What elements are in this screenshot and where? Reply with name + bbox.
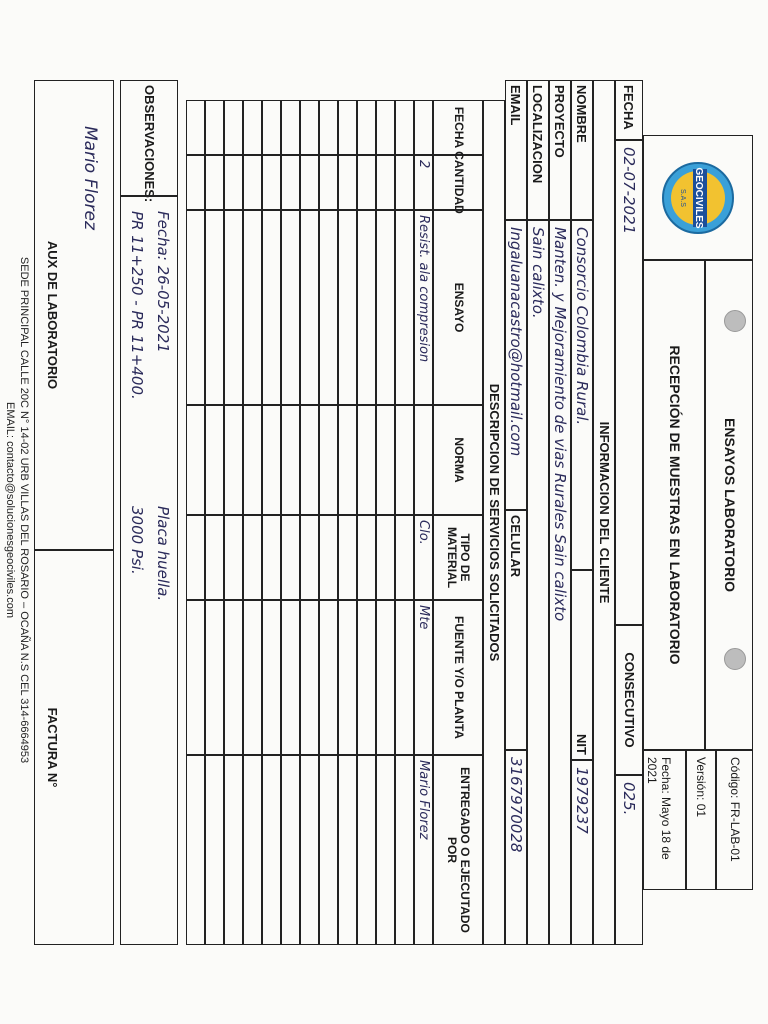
services-table-cell (300, 600, 319, 755)
services-table-cell (319, 515, 338, 600)
services-table-cell (357, 515, 376, 600)
services-table-cell (186, 100, 205, 155)
services-table-cell (338, 755, 357, 945)
services-table-cell: 2 (414, 155, 433, 210)
services-table-cell (319, 210, 338, 405)
services-table-cell (262, 210, 281, 405)
services-table-cell (281, 155, 300, 210)
observaciones-line1b: Placa huella. (154, 506, 172, 602)
geociviles-logo-icon (661, 161, 735, 235)
header-version-cell: Versión: 01 (686, 750, 716, 890)
header-subtitle: RECEPCIÓN DE MUESTRAS EN LABORATORIO (643, 260, 705, 750)
services-table-cell (262, 600, 281, 755)
services-table-cell (357, 210, 376, 405)
services-table-cell (338, 515, 357, 600)
factura-label: FACTURA N° (45, 707, 61, 788)
observaciones-label: OBSERVACIONES: (142, 85, 158, 203)
services-table-cell (205, 600, 224, 755)
consecutivo-label: CONSECUTIVO (615, 625, 643, 775)
nit-label: NIT (571, 570, 593, 760)
services-table (178, 100, 483, 945)
services-table-cell (205, 100, 224, 155)
services-table-cell (319, 600, 338, 755)
services-table-cell (262, 755, 281, 945)
services-table-cell (300, 515, 319, 600)
services-table-cell (243, 515, 262, 600)
services-table-cell (395, 210, 414, 405)
services-table-cell: Mario Florez (414, 755, 433, 945)
services-table-cell (395, 155, 414, 210)
services-table-cell (338, 210, 357, 405)
services-table-cell (300, 755, 319, 945)
services-table-cell (281, 515, 300, 600)
services-table-cell (186, 405, 205, 515)
aux-signature: Mario Florez (80, 126, 100, 230)
services-table-cell (357, 405, 376, 515)
observaciones-line2b: 3000 Psi. (128, 506, 146, 575)
services-table-cell (262, 515, 281, 600)
services-table-cell (205, 210, 224, 405)
header-code-cell: Código: FR-LAB-01 (716, 750, 753, 890)
proyecto-value: Manten. y Mejoramiento de vias Rurales Sain calixto (549, 220, 571, 945)
svg-text:S.A.S: S.A.S (679, 188, 686, 207)
fecha-label: FECHA (615, 80, 643, 140)
services-table-cell (319, 405, 338, 515)
services-table-cell (243, 210, 262, 405)
services-table-cell (338, 405, 357, 515)
nit-value: 1979237 (571, 760, 593, 945)
observaciones-divider (120, 195, 178, 197)
footer-email: EMAIL: contacto@solucionesgeociviles.com (4, 402, 16, 618)
services-header-cell: TIPO DE MATERIAL (433, 515, 483, 600)
services-table-cell (224, 100, 243, 155)
services-table-cell (395, 405, 414, 515)
services-table-cell (281, 405, 300, 515)
services-table-cell (281, 755, 300, 945)
proyecto-label: PROYECTO (549, 80, 571, 220)
services-table-cell (205, 405, 224, 515)
services-table-cell (376, 155, 395, 210)
services-table-cell (395, 100, 414, 155)
services-table-cell (186, 155, 205, 210)
services-table-cell (357, 155, 376, 210)
services-table-cell (186, 210, 205, 405)
services-table-cell (262, 155, 281, 210)
services-table-cell (414, 100, 433, 155)
services-table-cell (376, 515, 395, 600)
services-title: DESCRIPCION DE SERVICIOS SOLICITADOS (483, 100, 505, 945)
services-table-cell (262, 405, 281, 515)
services-table-cell (300, 210, 319, 405)
services-table-cell (205, 155, 224, 210)
services-table-cell (395, 755, 414, 945)
services-table-cell (300, 155, 319, 210)
services-table-cell (262, 100, 281, 155)
services-table-cell (224, 515, 243, 600)
services-table-cell (338, 600, 357, 755)
services-table-cell (319, 755, 338, 945)
services-table-cell (224, 600, 243, 755)
client-section-title: INFORMACION DEL CLIENTE (593, 80, 615, 945)
services-header-cell: FUENTE Y/O PLANTA (433, 600, 483, 755)
services-table-cell (319, 155, 338, 210)
services-table-cell (205, 515, 224, 600)
observaciones-line2: PR 11+250 - PR 11+400. (128, 211, 146, 400)
services-table-cell (243, 100, 262, 155)
services-header-cell: ENSAYO (433, 210, 483, 405)
services-table-cell (224, 755, 243, 945)
observaciones-line1: Fecha: 26-05-2021 (154, 211, 172, 353)
nombre-value: Consorcio Colombia Rural. (571, 220, 593, 570)
services-table-cell (338, 100, 357, 155)
nombre-label: NOMBRE (571, 80, 593, 220)
services-table-cell (205, 755, 224, 945)
services-table-cell (376, 100, 395, 155)
services-table-cell (243, 600, 262, 755)
services-table-cell (224, 155, 243, 210)
services-table-cell: Clo. (414, 515, 433, 600)
services-table-cell: Mte (414, 600, 433, 755)
services-table-cell (300, 100, 319, 155)
services-table-cell (357, 100, 376, 155)
services-table-cell (281, 100, 300, 155)
services-table-cell: Resist. ala compresion (414, 210, 433, 405)
services-table-cell (281, 600, 300, 755)
header-title: ENSAYOS LABORATORIO (705, 260, 753, 750)
services-table-cell (243, 755, 262, 945)
services-table-cell (186, 755, 205, 945)
services-table-cell (376, 600, 395, 755)
services-table-cell (376, 405, 395, 515)
localizacion-label: LOCALIZACION (527, 80, 549, 220)
services-table-cell (224, 405, 243, 515)
consecutivo-value: 025. (615, 775, 643, 945)
services-header-cell: CANTIDAD (433, 155, 483, 210)
services-table-cell (357, 600, 376, 755)
email-value: Ingaluanacastro@hotmail.com (505, 220, 527, 510)
fecha-value: 02-07-2021 (615, 140, 643, 625)
services-table-cell (186, 515, 205, 600)
svg-text:GEOCIVILES: GEOCIVILES (693, 166, 704, 229)
services-table-cell (395, 600, 414, 755)
logo-cell (643, 135, 753, 260)
services-header-cell: NORMA (433, 405, 483, 515)
services-header-cell: ENTREGADO O EJECUTADO POR (433, 755, 483, 945)
services-table-cell (357, 755, 376, 945)
footer-address: SEDE PRINCIPAL CALLE 20C N° 14-02 URB VILLAS DEL ROSARIO – OCAÑA N.S CEL 314-6664953 (18, 256, 30, 764)
services-table-cell (338, 155, 357, 210)
services-table-cell (243, 405, 262, 515)
celular-value: 3167970028 (505, 750, 527, 945)
localizacion-value: Sain calixto. (527, 220, 549, 945)
services-table-cell (414, 405, 433, 515)
celular-label: CELULAR (505, 510, 527, 750)
services-table-cell (281, 210, 300, 405)
services-header-cell: FECHA (433, 100, 483, 155)
services-table-cell (319, 100, 338, 155)
services-table-cell (300, 405, 319, 515)
header-date-cell: Fecha: Mayo 18 de 2021 (643, 750, 686, 890)
aux-label: AUX DE LABORATORIO (45, 240, 61, 390)
services-table-cell (224, 210, 243, 405)
services-table-cell (395, 515, 414, 600)
services-table-cell (376, 210, 395, 405)
services-table-cell (376, 755, 395, 945)
email-label: EMAIL (505, 80, 527, 220)
services-table-cell (186, 600, 205, 755)
services-table-cell (243, 155, 262, 210)
